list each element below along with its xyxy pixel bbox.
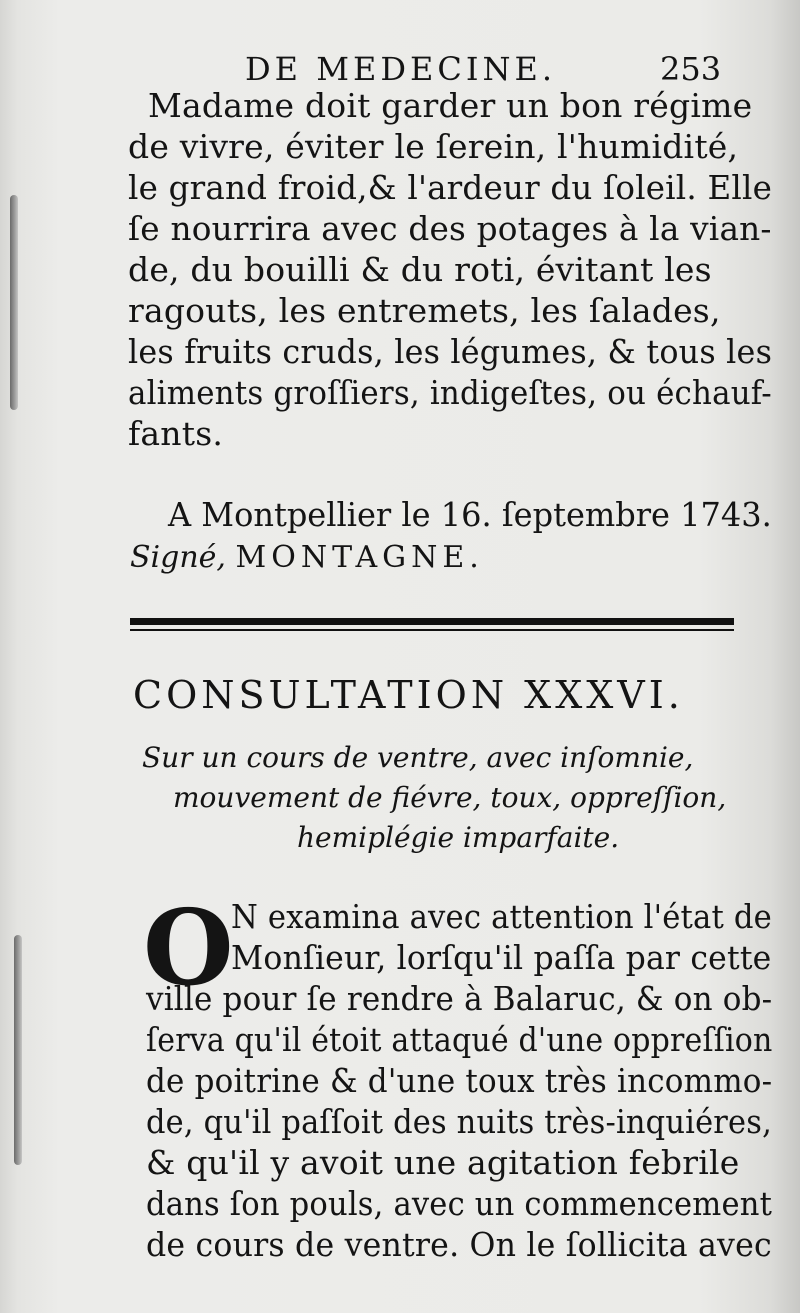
date-line: A Montpellier le 16. ſeptembre 1743. [168,495,772,534]
text-line: ville pour ſe rendre à Balaruc, & on ob- [146,979,773,1018]
text-line: de vivre, éviter le ſerein, l'humidité, [128,127,739,166]
text-line: aliments groſſiers, indigeſtes, ou échauf- [128,373,772,412]
signer-name: MONTAGNE. [235,540,484,575]
text-line: Madame doit garder un bon régime [148,86,753,125]
text-line: de, du bouilli & du roti, évitant les [128,250,712,289]
text-line: N examina avec attention l'état de [231,897,772,936]
text-line: ragouts, les entremets, les ſalades, [128,291,721,330]
text-line: ſe nourrira avec des potages à la vian- [128,209,772,248]
page-fold-mark-upper [10,195,18,410]
text-line: ſerva qu'il étoit attaqué d'une oppreſſion [146,1020,773,1059]
consultation-subtitle-line: hemiplégie imparfaite. [297,821,620,854]
signature-line [130,540,484,575]
text-line: les fruits cruds, les légumes, & tous les [128,332,773,371]
page-fold-mark-lower [14,935,22,1165]
text-line: & qu'il y avoit une agitation febrile [146,1143,740,1182]
page-number: 253 [660,50,722,88]
text-line: fants. [128,414,224,453]
consultation-subtitle-line: mouvement de fiévre, toux, oppreſſion, [173,781,727,814]
text-line: dans ſon pouls, avec un commencement [146,1184,773,1223]
drop-cap: O [143,886,234,1009]
text-line: de cours de ventre. On le ſollicita avec [146,1225,772,1264]
running-header: DE MEDECINE. [245,50,556,88]
text-line: de poitrine & d'une toux très incommo- [146,1061,773,1100]
consultation-subtitle-line: Sur un cours de ventre, avec inſomnie, [142,741,694,774]
section-divider-thin [130,629,734,631]
text-line: Monſieur, lorſqu'il paſſa par cette [231,938,772,977]
consultation-title: CONSULTATION XXXVI. [133,673,684,717]
text-line: le grand froid,& l'ardeur du ſoleil. Elle [128,168,773,207]
signed-label: Signé, [130,540,226,575]
text-line: de, qu'il paſſoit des nuits très-inquiéres, [146,1102,772,1141]
section-divider [130,618,734,625]
